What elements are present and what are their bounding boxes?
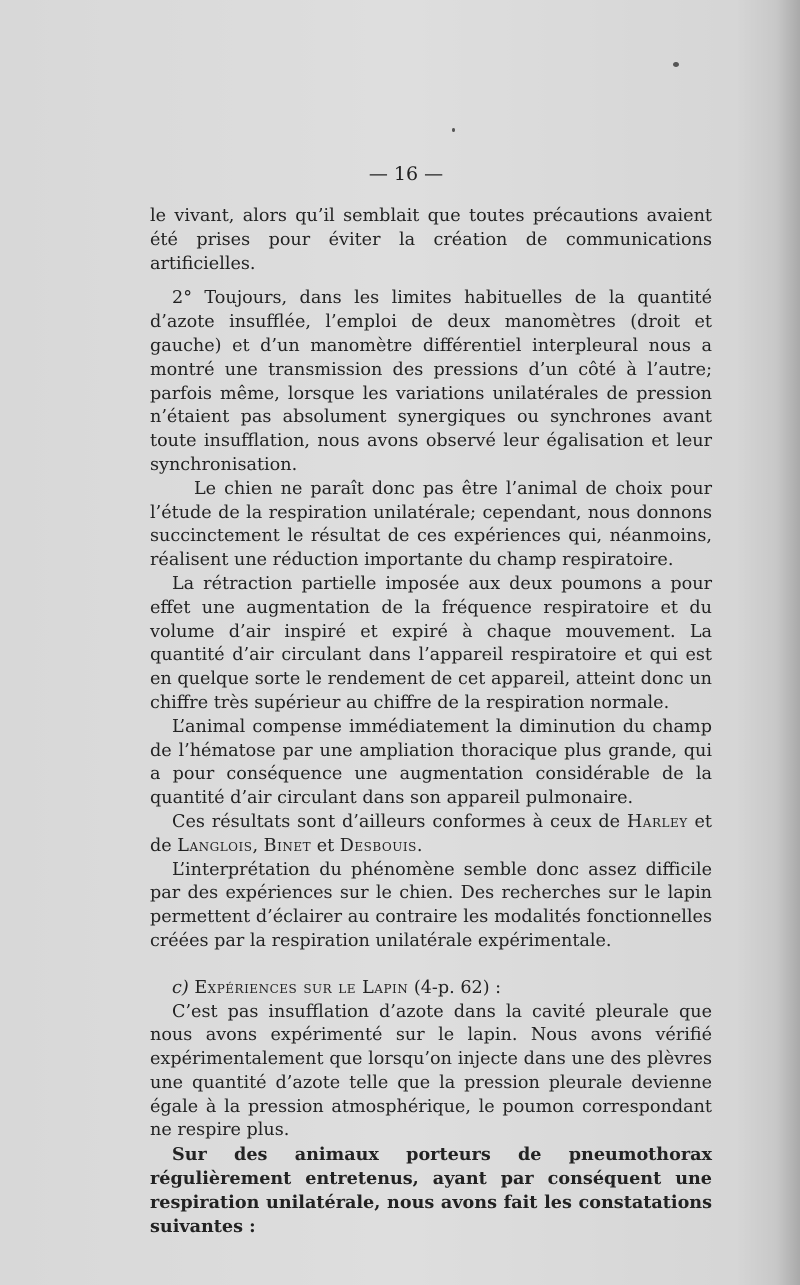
paragraph: le vivant, alors qu’il semblait que toutes précautions avaient été prises pour éviter la création de communications artificielles. xyxy=(150,206,712,274)
section-heading xyxy=(150,977,712,1001)
author-langlois: Langlois xyxy=(177,835,253,856)
paragraph: 2° Toujours, dans les limites habituelles de la quantité d’azote insufflée, l’emploi de deux manomètres (droit et gauche) et d’un manomètre différentiel interpleural nous a montré une transmission des pressions d’un côté à l’autre; parfois même, lorsque les variations unilatérales de pression n’étaient pas absolument synergiques ou synchrones avant toute insufflation, nous avons observé leur égalisation et leur synchronisation. xyxy=(150,288,712,475)
text-run: Ces résultats sont d’ailleurs conformes à ceux de xyxy=(172,811,627,832)
paragraph-results xyxy=(150,811,712,859)
section-title: Expériences sur le Lapin xyxy=(194,977,409,998)
author-binet: Binet xyxy=(263,835,312,856)
ink-speck xyxy=(452,128,455,132)
text-run: et xyxy=(311,835,340,856)
section-letter: c) xyxy=(172,977,189,998)
text-run: et de xyxy=(150,811,713,856)
paragraph-bold: Sur des animaux porteurs de pneumothorax régulièrement entretenus, ayant par conséquent une respiration unilatérale, nous avons fait les constatations suivantes : xyxy=(150,1144,712,1237)
paragraph: C’est pas insufflation d’azote dans la cavité pleurale que nous avons expérimenté sur le lapin. Nous avons vérifié expérimentalement que lorsqu’on injecte dans une des plèvres une quantité d’azote telle que la pression pleurale devienne égale à la pression atmosphérique, le poumon correspondant ne respire plus. xyxy=(150,1001,712,1141)
body-text xyxy=(150,205,712,1238)
ink-speck xyxy=(673,62,679,67)
text-run: , xyxy=(252,835,264,856)
paragraph: L’animal compense immédiatement la diminution du champ de l’hématose par une ampliation thoracique plus grande, qui a pour conséquence une augmentation considérable de la quantité d’air circulant dans son appareil pulmonaire. xyxy=(150,716,712,809)
page-number: — 16 — xyxy=(368,163,444,185)
text-run: . xyxy=(416,835,423,856)
paragraph: L’interprétation du phénomène semble donc assez difficile par des expériences sur le chien. Des recherches sur le lapin permettent d’éclairer au contraire les modalités fonctionnelles créées par la respiration unilatérale expérimentale. xyxy=(150,859,712,951)
paragraph: Le chien ne paraît donc pas être l’animal de choix pour l’étude de la respiration unilatérale; cependant, nous donnons succinctement le résultat de ces expériences qui, néanmoins, réalisent une réduction importante du champ respiratoire. xyxy=(150,478,712,571)
paragraph: La rétraction partielle imposée aux deux poumons a pour effet une augmentation de la fréquence respiratoire et du volume d’air inspiré et expiré à chaque mouvement. La quantité d’air circulant dans l’appareil respiratoire et qui est en quelque sorte le rendement de cet appareil, atteint donc un chiffre très supérieur au chiffre de la respiration normale. xyxy=(150,573,712,713)
section-ref: (4-p. 62) : xyxy=(408,977,502,998)
author-desbouis: Desbouis xyxy=(339,835,417,856)
author-harley: Harley xyxy=(626,811,688,832)
